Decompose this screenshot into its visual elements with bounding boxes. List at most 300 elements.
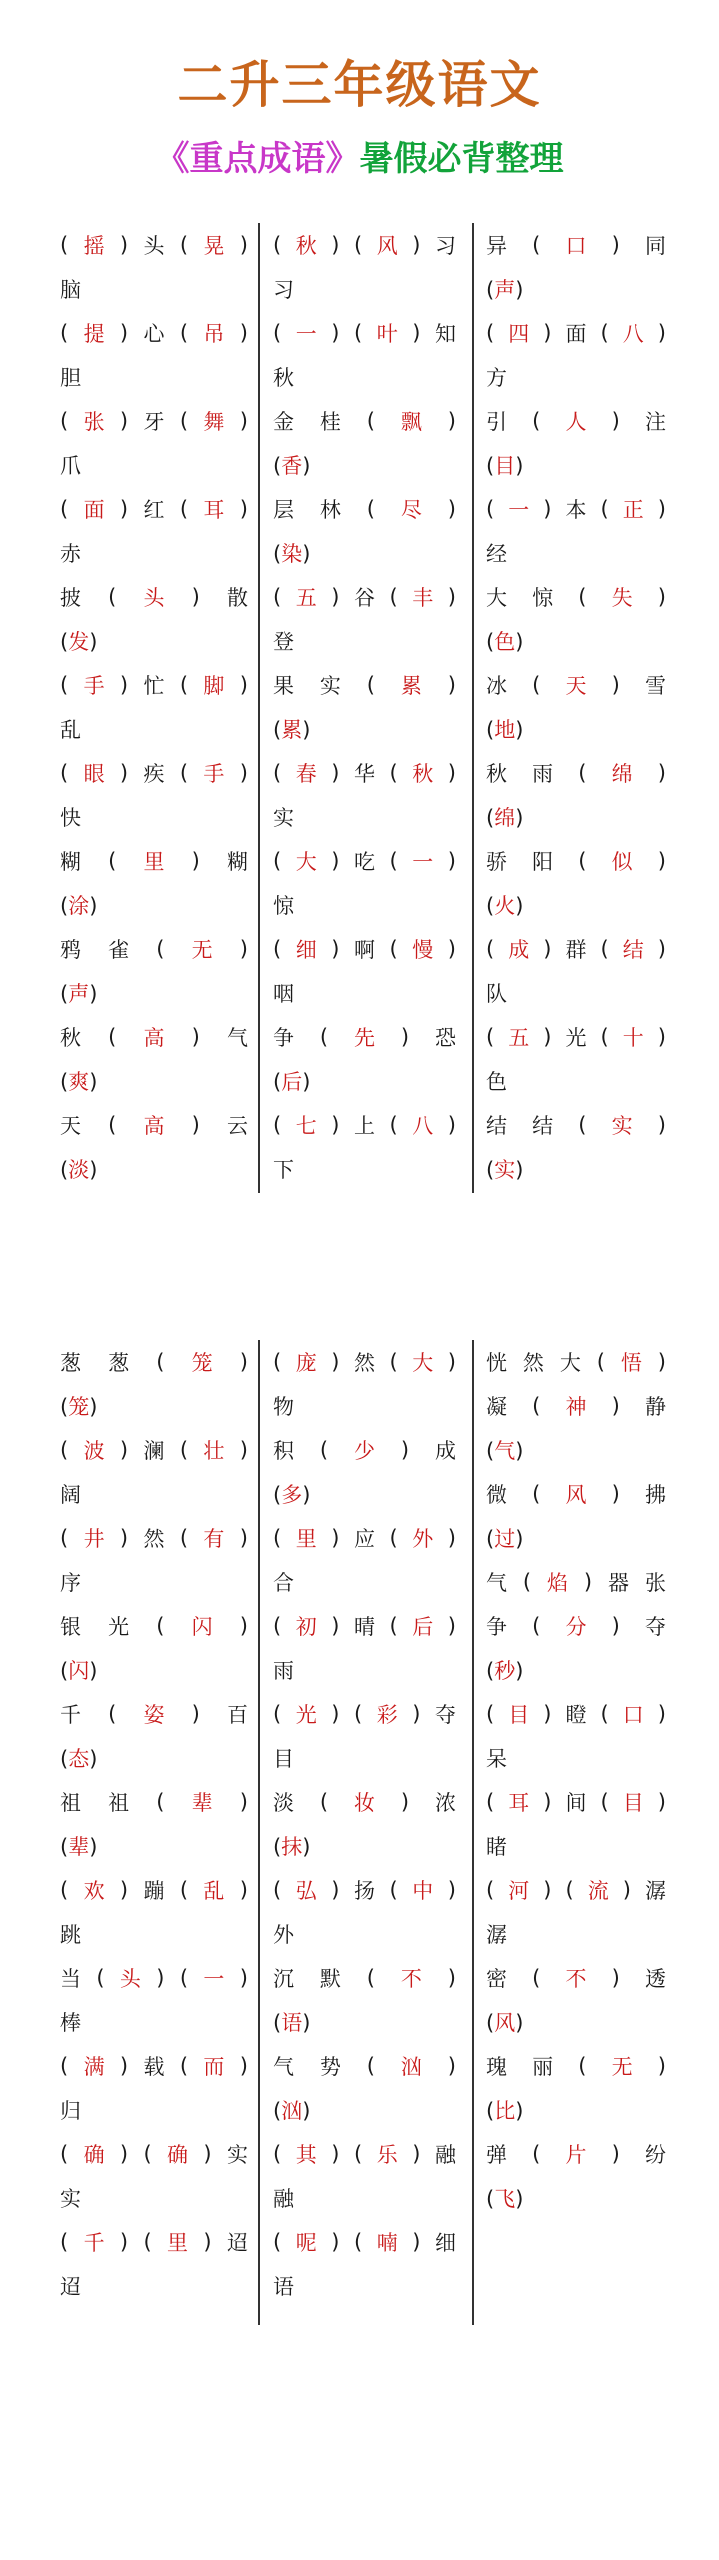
idiom-char: 七	[295, 1114, 317, 1138]
idiom-char: 夺	[644, 1615, 666, 1639]
idiom-char: (	[156, 1790, 165, 1814]
idiom-char: (	[108, 1113, 117, 1137]
idiom-char: (	[179, 2054, 189, 2078]
idiom-char: 舞	[203, 410, 225, 434]
idiom-char: 秋	[60, 1026, 81, 1050]
idiom-char: )	[611, 409, 620, 433]
idiom-char: 大	[412, 1351, 434, 1375]
idiom-char: 绵	[611, 762, 633, 786]
idiom-char: 沉	[273, 1967, 294, 1991]
idiom-wrap-line	[60, 2088, 248, 2132]
idiom-char: 上	[354, 1114, 375, 1138]
idiom-wrap-line	[273, 1560, 456, 1604]
idiom-char: 林	[319, 498, 341, 522]
idiom-char: )	[400, 1790, 410, 1814]
idiom-char: 高	[143, 1026, 165, 1050]
idiom-char: )	[611, 1614, 620, 1638]
idiom-wrap-line	[60, 2176, 248, 2220]
idiom-char: )	[447, 1614, 456, 1638]
idiom-line	[273, 2132, 456, 2176]
idiom-line	[486, 223, 666, 267]
idiom-wrap-text: (风)	[486, 2011, 524, 2035]
idiom-char: )	[119, 673, 129, 697]
idiom-char: 焰	[547, 1571, 569, 1595]
idiom-char: )	[239, 1438, 248, 1462]
idiom-char: 然	[354, 1351, 375, 1375]
idiom-line	[273, 1103, 456, 1147]
idiom-char: )	[447, 2054, 456, 2078]
idiom-char: )	[239, 497, 248, 521]
idiom-wrap-line	[273, 1147, 456, 1191]
idiom-char: 光	[565, 1026, 587, 1050]
idiom-wrap-text: 脑	[60, 278, 81, 302]
idiom-char: (	[389, 1614, 398, 1638]
idiom-char: (	[578, 2054, 587, 2078]
idiom-char: )	[412, 1702, 421, 1726]
idiom-char: 有	[203, 1527, 225, 1551]
idiom-char: )	[239, 1526, 248, 1550]
idiom-char: 丽	[532, 2055, 554, 2079]
idiom-char: 满	[83, 2055, 105, 2079]
idiom-char: (	[532, 1614, 541, 1638]
idiom-char: 细	[435, 2231, 456, 2255]
idiom-char: (	[156, 937, 165, 961]
idiom-wrap-line	[486, 1059, 666, 1103]
idiom-wrap-text: 赤	[60, 542, 81, 566]
idiom-line	[273, 1868, 456, 1912]
subtitle-summer: 暑假必背整理	[359, 139, 564, 179]
idiom-line	[60, 751, 248, 795]
idiom-char: )	[447, 1526, 456, 1550]
idiom-char: 十	[622, 1026, 644, 1050]
idiom-wrap-text: (多)	[273, 1483, 311, 1507]
idiom-char: 桂	[319, 410, 341, 434]
idiom-line	[60, 1340, 248, 1384]
idiom-char: (	[366, 2054, 375, 2078]
idiom-char: 后	[412, 1615, 434, 1639]
idiom-char: (	[600, 321, 609, 345]
idiom-char: 糊	[60, 850, 81, 874]
idiom-wrap-line	[486, 795, 666, 839]
idiom-line	[486, 575, 666, 619]
idiom-char: )	[331, 937, 340, 961]
idiom-char: )	[657, 849, 666, 873]
idiom-char: 细	[295, 938, 317, 962]
idiom-char: 里	[167, 2231, 189, 2255]
idiom-char: )	[447, 1113, 456, 1137]
idiom-line	[60, 1692, 248, 1736]
idiom-wrap-text: (过)	[486, 1527, 524, 1551]
idiom-char: 层	[273, 498, 294, 522]
idiom-char: )	[412, 321, 421, 345]
idiom-wrap-text: 下	[273, 1158, 294, 1182]
idiom-char: 提	[83, 322, 105, 346]
idiom-char: 彩	[376, 1703, 398, 1727]
idiom-char: 风	[376, 234, 398, 258]
idiom-line	[60, 839, 248, 883]
idiom-wrap-line	[273, 2264, 456, 2308]
idiom-char: (	[486, 1702, 495, 1726]
idiom-char: )	[331, 321, 340, 345]
idiom-char: 八	[412, 1114, 434, 1138]
idiom-wrap-text: 外	[273, 1923, 294, 1947]
idiom-wrap-text: (笼)	[60, 1395, 98, 1419]
idiom-line	[486, 311, 666, 355]
idiom-wrap-text: 物	[273, 1395, 294, 1419]
idiom-wrap-text: (声)	[60, 982, 98, 1006]
idiom-char: (	[565, 1878, 574, 1902]
idiom-char: )	[191, 1113, 200, 1137]
idiom-char: )	[191, 585, 200, 609]
idiom-char: 晴	[354, 1615, 375, 1639]
idiom-char: 鸦	[60, 938, 81, 962]
idiom-char: (	[273, 1878, 282, 1902]
idiom-line	[486, 2044, 666, 2088]
idiom-char: (	[389, 937, 398, 961]
idiom-line	[60, 2220, 248, 2264]
idiom-char: 雨	[532, 762, 554, 786]
idiom-char: (	[319, 1438, 329, 1462]
idiom-char: 乱	[203, 1879, 225, 1903]
idiom-char: (	[273, 849, 282, 873]
idiom-char: 银	[60, 1615, 81, 1639]
idiom-char: (	[273, 1526, 282, 1550]
idiom-char: )	[119, 2142, 129, 2166]
idiom-char: 浓	[434, 1791, 456, 1815]
idiom-wrap-text: (语)	[273, 2011, 311, 2035]
idiom-line	[60, 1868, 248, 1912]
idiom-char: )	[447, 497, 456, 521]
idiom-char: (	[179, 497, 189, 521]
idiom-char: (	[179, 233, 189, 257]
idiom-char: (	[273, 233, 282, 257]
idiom-wrap-line	[60, 971, 248, 1015]
idiom-char: 牙	[143, 410, 165, 434]
idiom-wrap-line	[486, 1736, 666, 1780]
idiom-wrap-line	[273, 1736, 456, 1780]
idiom-char: 疾	[143, 762, 165, 786]
idiom-wrap-text: (抹)	[273, 1835, 311, 1859]
idiom-line	[273, 1604, 456, 1648]
idiom-char: 瑰	[486, 2055, 507, 2079]
idiom-char: 雀	[108, 938, 130, 962]
idiom-wrap-text: (汹)	[273, 2099, 311, 2123]
page-title: 二升三年级语文	[177, 56, 542, 114]
idiom-char: 冰	[486, 674, 507, 698]
idiom-char: (	[354, 2142, 363, 2166]
idiom-line	[486, 399, 666, 443]
idiom-char: 壮	[203, 1439, 225, 1463]
idiom-line	[486, 839, 666, 883]
idiom-char: (	[532, 1394, 541, 1418]
idiom-char: 风	[565, 1483, 587, 1507]
idiom-char: 晃	[203, 234, 225, 258]
idiom-wrap-line	[273, 2000, 456, 2044]
idiom-char: 实	[319, 674, 341, 698]
idiom-char: )	[191, 1025, 200, 1049]
idiom-wrap-line	[486, 2088, 666, 2132]
idiom-wrap-line	[486, 443, 666, 487]
idiom-char: 人	[565, 410, 587, 434]
idiom-line	[486, 1340, 666, 1384]
idiom-wrap-text: (比)	[486, 2099, 524, 2123]
idiom-char: )	[412, 2230, 421, 2254]
idiom-char: )	[657, 2054, 666, 2078]
idiom-char: 一	[412, 850, 434, 874]
idiom-char: 口	[622, 1703, 644, 1727]
idiom-char: )	[119, 761, 129, 785]
idiom-char: )	[611, 1394, 620, 1418]
idiom-char: (	[60, 761, 69, 785]
idiom-char: (	[179, 1526, 189, 1550]
idiom-char: 眼	[83, 762, 105, 786]
idiom-char: )	[657, 761, 666, 785]
idiom-char: 丰	[412, 586, 434, 610]
idiom-wrap-text: 秋	[273, 366, 294, 390]
idiom-char: 目	[508, 1703, 530, 1727]
idiom-line	[486, 1103, 666, 1147]
idiom-char: 慢	[412, 938, 434, 962]
idiom-wrap-line	[273, 619, 456, 663]
idiom-wrap-text: (辈)	[60, 1835, 98, 1859]
idiom-wrap-text: 咽	[273, 982, 294, 1006]
idiom-char: 葱	[108, 1351, 130, 1375]
idiom-char: 糊	[226, 850, 248, 874]
idiom-char: (	[60, 1438, 69, 1462]
idiom-char: 实	[611, 1114, 633, 1138]
subtitle-idioms: 《重点成语》	[155, 139, 360, 179]
idiom-wrap-line	[60, 2264, 248, 2308]
idiom-char: 金	[273, 410, 294, 434]
idiom-wrap-text: (态)	[60, 1747, 98, 1771]
idiom-wrap-line	[486, 267, 666, 311]
idiom-char: 澜	[143, 1439, 165, 1463]
idiom-column-2	[273, 223, 456, 1191]
idiom-char: (	[319, 1025, 329, 1049]
idiom-char: )	[119, 409, 129, 433]
idiom-line	[273, 1428, 456, 1472]
idiom-wrap-line	[60, 1824, 248, 1868]
idiom-char: 头	[143, 586, 165, 610]
idiom-char: (	[273, 1614, 282, 1638]
idiom-char: 散	[226, 586, 248, 610]
idiom-wrap-text: (实)	[486, 1158, 524, 1182]
idiom-char: (	[600, 937, 609, 961]
idiom-wrap-text: (地)	[486, 718, 524, 742]
idiom-wrap-text: (声)	[486, 278, 524, 302]
idiom-line	[486, 1780, 666, 1824]
idiom-char: 呢	[295, 2231, 317, 2255]
idiom-line	[273, 2044, 456, 2088]
idiom-line	[273, 1340, 456, 1384]
idiom-line	[273, 1692, 456, 1736]
idiom-line	[273, 1015, 456, 1059]
idiom-wrap-line	[486, 531, 666, 575]
idiom-char: (	[143, 2142, 152, 2166]
idiom-char: 融	[435, 2143, 456, 2167]
idiom-char: 拂	[644, 1483, 666, 1507]
idiom-char: 一	[508, 498, 530, 522]
idiom-line	[273, 575, 456, 619]
idiom-column-1	[60, 1340, 248, 2308]
idiom-line	[273, 2220, 456, 2264]
idiom-wrap-text: 爪	[60, 454, 81, 478]
idiom-char: (	[273, 2142, 282, 2166]
idiom-char: 面	[83, 498, 105, 522]
idiom-wrap-line	[486, 1824, 666, 1868]
idiom-line	[60, 311, 248, 355]
idiom-char: 少	[353, 1439, 375, 1463]
idiom-char: (	[354, 233, 363, 257]
idiom-char: )	[331, 849, 340, 873]
idiom-char: 手	[83, 674, 105, 698]
idiom-wrap-text: (染)	[273, 542, 311, 566]
idiom-char: 耳	[203, 498, 225, 522]
idiom-wrap-line	[486, 1147, 666, 1191]
idiom-char: 吃	[354, 850, 375, 874]
idiom-wrap-text: 归	[60, 2099, 81, 2123]
idiom-line	[486, 1868, 666, 1912]
idiom-wrap-line	[60, 1147, 248, 1191]
idiom-wrap-line	[486, 2176, 666, 2220]
idiom-char: )	[611, 233, 620, 257]
idiom-wrap-line	[486, 883, 666, 927]
idiom-char: 千	[60, 1703, 81, 1727]
idiom-wrap-text: 快	[60, 806, 81, 830]
idiom-wrap-text: 跳	[60, 1923, 81, 1947]
idiom-char: (	[389, 1878, 398, 1902]
idiom-char: 确	[83, 2143, 105, 2167]
idiom-char: 飘	[400, 410, 422, 434]
idiom-char: 积	[273, 1439, 294, 1463]
idiom-char: (	[273, 761, 282, 785]
idiom-char: )	[543, 321, 552, 345]
idiom-char: (	[273, 1702, 282, 1726]
idiom-char: 谷	[354, 586, 375, 610]
idiom-char: )	[331, 1614, 340, 1638]
idiom-char: 成	[508, 938, 530, 962]
idiom-char: 百	[226, 1703, 248, 1727]
idiom-char: 间	[565, 1791, 587, 1815]
idiom-line	[273, 399, 456, 443]
idiom-char: 结	[532, 1114, 554, 1138]
idiom-wrap-line	[273, 1384, 456, 1428]
idiom-wrap-text: 实	[273, 806, 294, 830]
idiom-wrap-text: 融	[273, 2187, 294, 2211]
idiom-wrap-line	[60, 267, 248, 311]
idiom-char: 天	[60, 1114, 81, 1138]
idiom-char: (	[60, 2230, 69, 2254]
idiom-wrap-line	[486, 1516, 666, 1560]
idiom-char: 骄	[486, 850, 507, 874]
idiom-char: )	[119, 2230, 129, 2254]
idiom-char: 天	[565, 674, 587, 698]
idiom-line	[486, 487, 666, 531]
idiom-wrap-text: (后)	[273, 1070, 311, 1094]
idiom-char: 不	[565, 1967, 587, 1991]
idiom-char: 里	[143, 850, 165, 874]
idiom-char: (	[389, 1526, 398, 1550]
idiom-wrap-line	[60, 883, 248, 927]
idiom-char: 其	[295, 2143, 317, 2167]
idiom-char: (	[532, 1482, 541, 1506]
idiom-char: )	[239, 233, 248, 257]
idiom-char: (	[366, 1966, 375, 1990]
idiom-char: 辈	[191, 1791, 213, 1815]
idiom-char: 果	[273, 674, 294, 698]
idiom-char: (	[273, 1113, 282, 1137]
idiom-char: )	[583, 1570, 593, 1594]
idiom-char: )	[119, 233, 129, 257]
idiom-char: (	[366, 673, 375, 697]
idiom-wrap-text: 阔	[60, 1483, 81, 1507]
idiom-wrap-text: 棒	[60, 2011, 81, 2035]
idiom-line	[60, 2132, 248, 2176]
idiom-char: (	[143, 2230, 152, 2254]
idiom-char: 无	[191, 938, 213, 962]
idiom-wrap-text: 序	[60, 1571, 81, 1595]
idiom-char: 啊	[354, 938, 375, 962]
idiom-wrap-line	[273, 1648, 456, 1692]
idiom-char: )	[239, 1614, 248, 1638]
idiom-char: )	[203, 2142, 212, 2166]
idiom-line	[273, 1956, 456, 2000]
idiom-wrap-line	[273, 971, 456, 1015]
idiom-char: 应	[354, 1527, 375, 1551]
idiom-char: 潺	[645, 1879, 666, 1903]
column-divider	[258, 223, 260, 1193]
idiom-char: (	[486, 497, 495, 521]
idiom-char: (	[179, 1966, 189, 1990]
idiom-char: (	[354, 1702, 363, 1726]
idiom-char: 四	[508, 322, 530, 346]
idiom-wrap-text: 习	[273, 278, 294, 302]
idiom-line	[273, 839, 456, 883]
idiom-char: (	[108, 849, 117, 873]
idiom-char: )	[657, 321, 666, 345]
idiom-wrap-line	[60, 1059, 248, 1103]
idiom-char: 不	[400, 1967, 422, 1991]
idiom-char: )	[331, 2142, 340, 2166]
idiom-line	[486, 1956, 666, 2000]
idiom-char: (	[60, 409, 69, 433]
idiom-char: )	[657, 1790, 666, 1814]
idiom-line	[273, 1516, 456, 1560]
idiom-char: 成	[434, 1439, 456, 1463]
idiom-char: (	[60, 1878, 69, 1902]
idiom-column-2	[273, 1340, 456, 2308]
idiom-line	[486, 751, 666, 795]
idiom-char: )	[119, 1438, 129, 1462]
idiom-char: )	[331, 2230, 340, 2254]
idiom-wrap-line	[273, 443, 456, 487]
idiom-line	[60, 223, 248, 267]
idiom-char: (	[389, 1350, 398, 1374]
idiom-char: )	[239, 1966, 248, 1990]
idiom-wrap-text: (秒)	[486, 1659, 524, 1683]
idiom-char: 无	[611, 2055, 633, 2079]
idiom-char: )	[412, 2142, 421, 2166]
idiom-char: )	[447, 1966, 456, 1990]
idiom-char: )	[447, 849, 456, 873]
idiom-wrap-text: 惊	[273, 894, 294, 918]
idiom-char: (	[532, 673, 541, 697]
idiom-char: 大	[486, 586, 507, 610]
idiom-char: 透	[644, 1967, 666, 1991]
idiom-char: 纷	[644, 2143, 666, 2167]
idiom-char: )	[331, 233, 340, 257]
idiom-char: 注	[644, 410, 666, 434]
